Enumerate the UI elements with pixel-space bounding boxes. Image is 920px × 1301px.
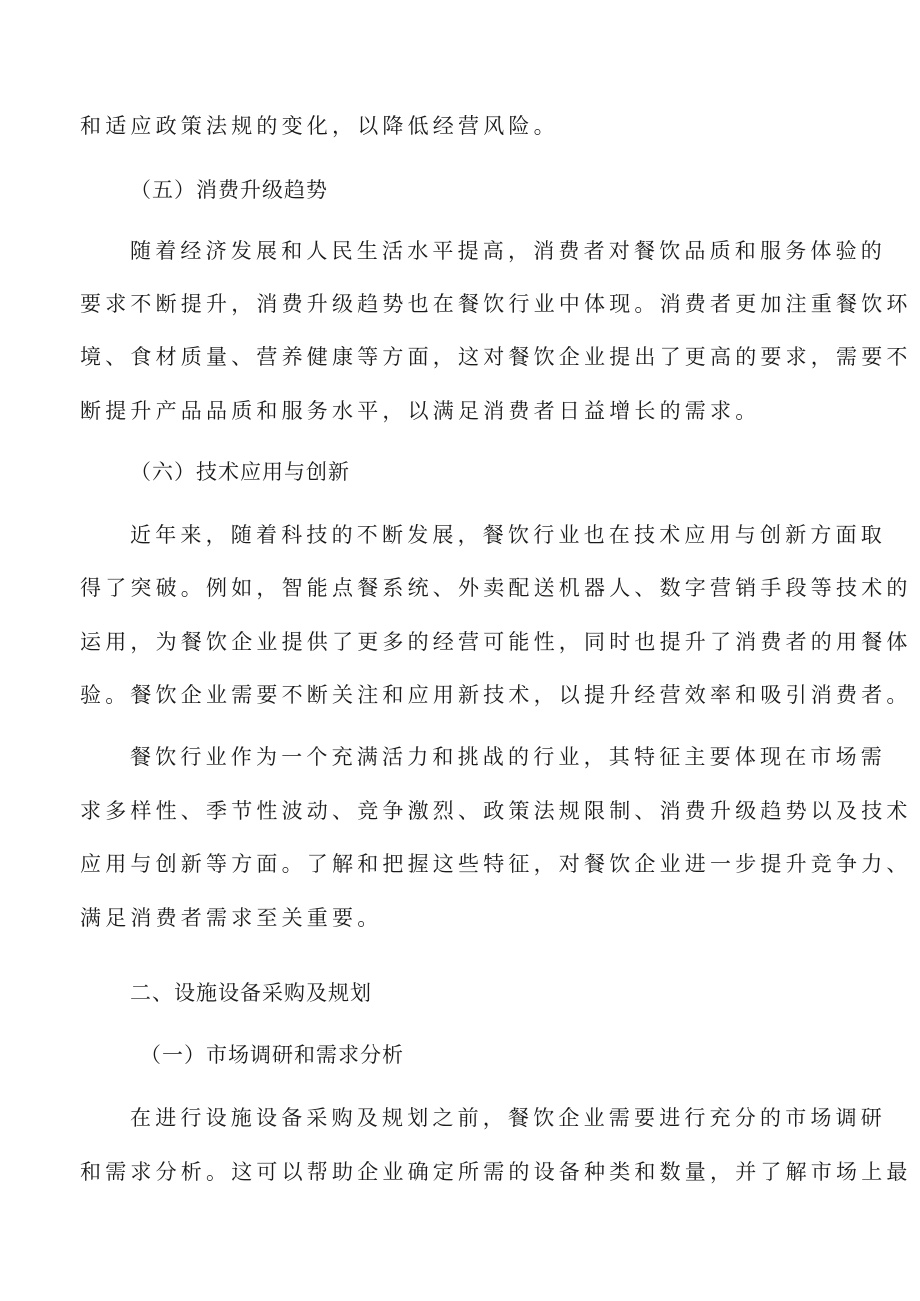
paragraph-line: 断提升产品品质和服务水平，以满足消费者日益增长的需求。 bbox=[80, 399, 761, 423]
section-heading: （一）市场调研和需求分析 bbox=[140, 1043, 404, 1067]
paragraph-line: 运用，为餐饮企业提供了更多的经营可能性，同时也提升了消费者的用餐体 bbox=[80, 630, 912, 654]
paragraph-line: 餐饮行业作为一个充满活力和挑战的行业，其特征主要体现在市场需 bbox=[130, 745, 886, 769]
chapter-heading: 二、设施设备采购及规划 bbox=[130, 981, 372, 1005]
paragraph-line: 随着经济发展和人民生活水平提高，消费者对餐饮品质和服务体验的 bbox=[130, 239, 886, 263]
paragraph-line: 求多样性、季节性波动、竞争激烈、政策法规限制、消费升级趋势以及技术 bbox=[80, 799, 912, 823]
paragraph-line: 要求不断提升，消费升级趋势也在餐饮行业中体现。消费者更加注重餐饮环 bbox=[80, 292, 912, 316]
section-heading: （五）消费升级趋势 bbox=[130, 178, 328, 202]
paragraph-line: 验。餐饮企业需要不断关注和应用新技术，以提升经营效率和吸引消费者。 bbox=[80, 683, 912, 707]
section-heading: （六）技术应用与创新 bbox=[130, 460, 350, 484]
paragraph-line: 满足消费者需求至关重要。 bbox=[80, 906, 383, 930]
paragraph-line: 近年来，随着科技的不断发展，餐饮行业也在技术应用与创新方面取 bbox=[130, 523, 886, 547]
paragraph-line: 在进行设施设备采购及规划之前，餐饮企业需要进行充分的市场调研 bbox=[130, 1106, 886, 1130]
paragraph-line: 应用与创新等方面。了解和把握这些特征，对餐饮企业进一步提升竞争力、 bbox=[80, 852, 912, 876]
paragraph-line: 和需求分析。这可以帮助企业确定所需的设备种类和数量，并了解市场上最 bbox=[80, 1160, 912, 1184]
paragraph-line: 和适应政策法规的变化，以降低经营风险。 bbox=[80, 114, 559, 138]
paragraph-line: 境、食材质量、营养健康等方面，这对餐饮企业提出了更高的要求，需要不 bbox=[80, 345, 912, 369]
paragraph-line: 得了突破。例如，智能点餐系统、外卖配送机器人、数字营销手段等技术的 bbox=[80, 576, 912, 600]
